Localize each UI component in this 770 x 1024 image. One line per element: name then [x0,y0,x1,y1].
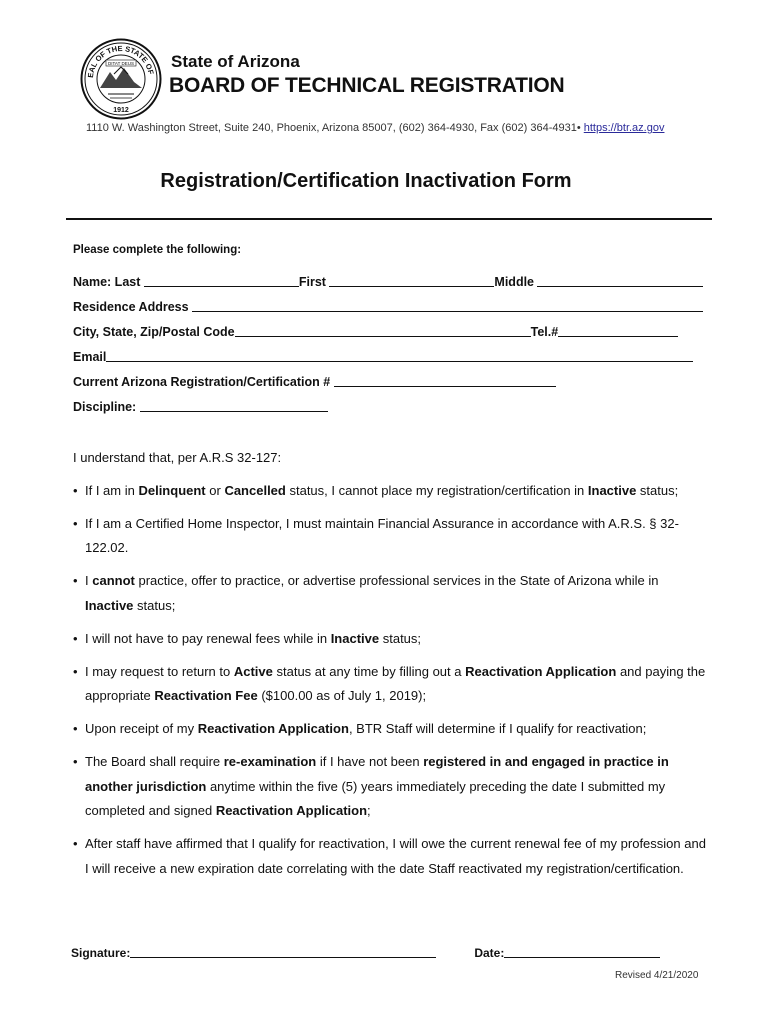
bullet-icon: • [73,663,78,679]
tel-field[interactable] [558,324,678,337]
discipline-row [73,389,703,414]
city-state-zip-label: City, State, Zip/Postal Code [73,325,235,339]
term-emphasis: Cancelled [224,482,286,498]
term-emphasis: Reactivation Application [215,803,368,818]
term-emphasis: Inactive [85,597,134,613]
term-text: If I am a Certified Home Inspector, I must maintain Financial Assurance in accordance with A.R.S. § 32-122.02. [85,515,679,555]
term-text: status; [133,597,176,613]
discipline-field[interactable] [140,399,328,412]
term-text: I will not have to pay renewal fees while in [85,630,331,646]
title-divider [66,218,712,220]
bullet-icon: • [73,573,78,588]
website-link[interactable]: https://btr.az.gov [583,122,665,134]
term-text: if I have not been [316,754,424,769]
email-field[interactable] [106,349,693,362]
residence-address-label: Residence Address [73,300,193,314]
first-name-field[interactable] [329,274,494,287]
email-label: Email [73,350,107,364]
seal-motto: DITAT DEUS [107,61,135,66]
bullet-icon: • [73,515,78,531]
term-item [73,750,708,824]
revision-date: Revised 4/21/2020 [615,970,699,981]
term-text: The Board shall require [85,754,224,769]
term-text: I [85,573,93,588]
registration-number-field[interactable] [334,374,556,387]
residence-address-field[interactable] [192,299,703,312]
term-text: I may request to return to [85,663,234,679]
term-emphasis: re-examination [223,754,317,769]
terms-section [73,446,708,890]
term-emphasis: Reactivation Fee [154,688,258,703]
agency-state: State of Arizona [171,52,300,71]
term-text: status; [636,482,679,498]
email-row [73,339,703,364]
signature-label: Signature: [71,946,131,960]
date-label: Date: [474,946,505,960]
term-text: status at any time by filling out a [272,663,466,679]
term-text: ($100.00 as of July 1, 2019); [257,688,427,703]
term-emphasis: Delinquent [138,482,206,498]
signature-field[interactable] [130,945,436,958]
bullet-icon: • [73,721,78,736]
term-text: status, I cannot place my registration/certification in [285,482,588,498]
tel-label: Tel.# [530,325,559,339]
term-item [73,512,708,561]
term-text: Upon receipt of my [85,721,198,736]
term-item [73,717,708,742]
residence-row [73,289,703,314]
term-item [73,479,708,504]
agency-name: BOARD OF TECHNICAL REGISTRATION [169,74,565,97]
middle-name-field[interactable] [537,274,703,287]
address-text: 1110 W. Washington Street, Suite 240, Phoenix, Arizona 85007, (602) 364-4930, Fax (602) 364-4931• [86,122,584,134]
term-item [73,627,708,652]
term-emphasis: Inactive [587,482,637,498]
term-emphasis: Reactivation Application [465,663,617,679]
first-name-label: First [298,275,330,289]
term-emphasis: Active [233,663,273,679]
last-name-field[interactable] [144,274,299,287]
term-text: ; [367,803,371,818]
term-emphasis: registered in and engaged in practice in another jurisdiction [85,754,669,794]
seal-year: 1912 [113,107,129,114]
middle-name-label: Middle [494,275,538,289]
term-text: or [205,482,225,498]
city-state-zip-field[interactable] [235,324,531,337]
last-name-label: Name: Last [73,275,144,289]
term-text: status; [379,630,422,646]
bullet-icon: • [73,630,78,646]
bullet-icon: • [73,482,78,498]
applicant-fields [73,244,703,414]
term-item [73,832,708,881]
discipline-label: Discipline: [73,400,140,414]
term-text: After staff have affirmed that I qualify for reactivation, I will owe the current renewal fee of my profession and I will receive a new expiration date correlating with the date Staff reactivated my registration/certification. [85,836,706,876]
date-field[interactable] [504,945,660,958]
bullet-icon: • [73,754,78,769]
term-text: If I am in [85,482,139,498]
term-text: practice, offer to practice, or advertise professional services in the State of Arizona while in [134,573,659,588]
term-emphasis: Reactivation Application [197,721,349,736]
term-emphasis: cannot [92,573,135,588]
form-title: Registration/Certification Inactivation Form [160,170,572,192]
city-row [73,314,703,339]
term-item [73,569,708,618]
term-text: anytime within the five (5) years immediately preceding the date I submitted my completed and signed [85,778,666,818]
state-seal-logo [80,38,162,120]
registration-row [73,364,703,389]
term-text: and paying the appropriate [85,663,706,703]
contact-address [86,122,664,134]
instruction-text: Please complete the following: [73,244,242,256]
terms-list [73,479,708,882]
terms-intro: I understand that, per A.R.S 32-127: [73,450,282,465]
term-item [73,660,708,709]
term-emphasis: Inactive [330,630,380,646]
registration-number-label: Current Arizona Registration/Certification # [73,375,334,389]
signature-section [71,940,671,960]
term-text: , BTR Staff will determine if I qualify for reactivation; [348,721,647,736]
seal-text: EAL OF THE STATE OF [85,43,156,79]
bullet-icon: • [73,836,78,851]
signature-row [71,940,671,960]
name-row [73,264,703,289]
